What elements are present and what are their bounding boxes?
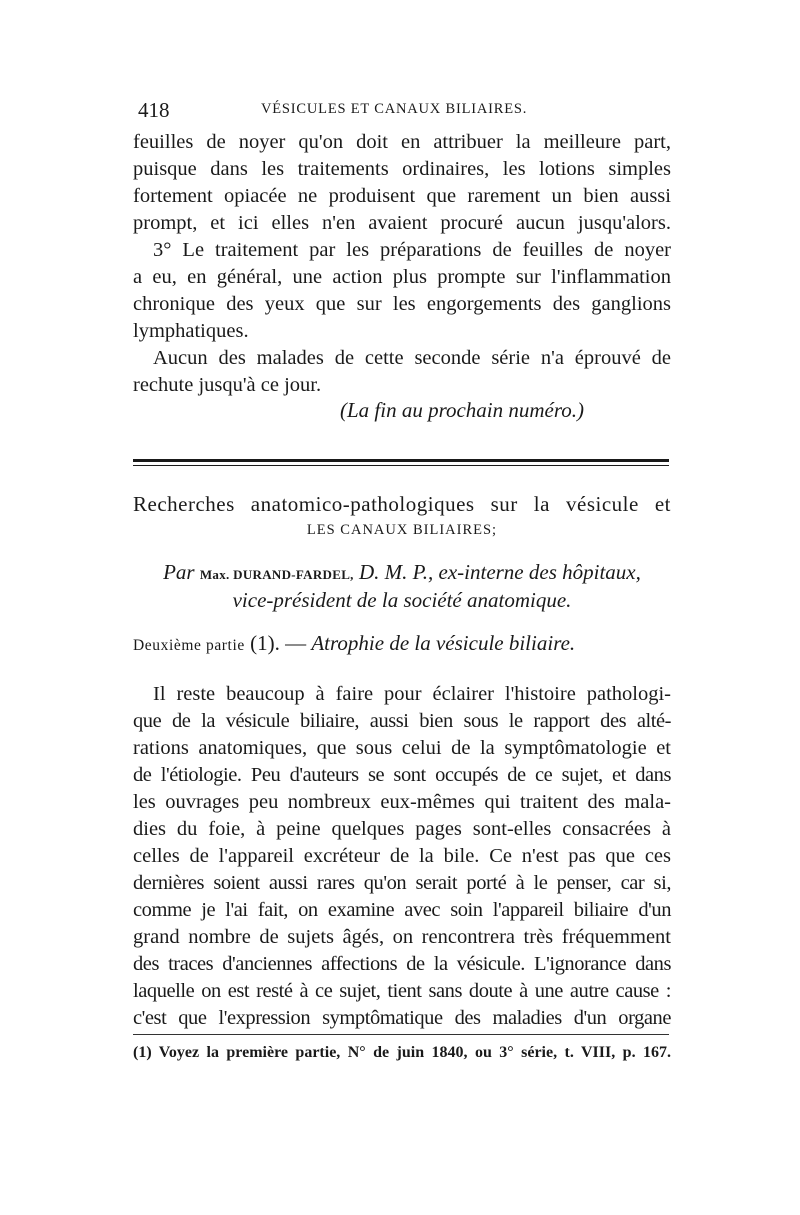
text-line: des traces d'anciennes affections de la vésicule. L'ignorance dans xyxy=(133,953,671,975)
text-line: a eu, en général, une action plus prompte sur l'inflammation xyxy=(133,266,671,288)
text-line: 3° Le traitement par les préparations de feuilles de noyer xyxy=(153,239,671,261)
part-note-ref: (1). xyxy=(250,631,280,655)
author-name: Max. DURAND-FARDEL, xyxy=(199,567,354,582)
byline-prefix: Par xyxy=(163,560,195,584)
text-line: dies du foie, à peine quelques pages sont-elles consacrées à xyxy=(133,818,671,840)
part-label: Deuxième partie xyxy=(133,637,245,654)
author-affiliation: vice-président de la société anatomique. xyxy=(232,588,572,612)
text-line: puisque dans les traitements ordinaires, les lotions simples xyxy=(133,158,671,180)
text-line: Il reste beaucoup à faire pour éclairer l'histoire pathologi- xyxy=(153,683,671,705)
text-line: de l'étiologie. Peu d'auteurs se sont occupés de ce sujet, et dans xyxy=(133,764,671,786)
section-divider xyxy=(133,459,669,469)
text-line: celles de l'appareil excréteur de la bile. Ce n'est pas que ces xyxy=(133,845,671,867)
byline xyxy=(133,560,671,585)
text-line: feuilles de noyer qu'on doit en attribuer la meilleure part, xyxy=(133,131,671,153)
text-line: rechute jusqu'à ce jour. xyxy=(133,374,322,396)
part-dash: — xyxy=(285,631,307,655)
page-number: 418 xyxy=(138,98,170,122)
footnote-rule xyxy=(133,1034,669,1035)
text-line: prompt, et ici elles n'en avaient procuré aucun jusqu'alors. xyxy=(133,212,671,234)
text-line: rations anatomiques, que sous celui de la symptômatologie et xyxy=(133,737,671,759)
to-be-continued-note: (La fin au prochain numéro.) xyxy=(340,398,585,422)
part-heading xyxy=(133,631,671,656)
divider-thin-rule xyxy=(133,465,669,466)
text-line: fortement opiacée ne produisent que rarement un bien aussi xyxy=(133,185,671,207)
article-title xyxy=(133,492,671,517)
text-line: les ouvrages peu nombreux eux-mêmes qui traitent des mala- xyxy=(133,791,671,813)
text-line: c'est que l'expression symptômatique des maladies d'un organe xyxy=(133,1007,671,1029)
author-credentials: D. M. P., ex-interne des hôpitaux, xyxy=(358,560,641,584)
article-title-line1: Recherches anatomico-pathologiques sur la vésicule et xyxy=(133,492,671,516)
text-line: grand nombre de sujets âgés, on rencontrera très fréquemment xyxy=(133,926,671,948)
text-line: lymphatiques. xyxy=(133,320,249,342)
footnote: (1) Voyez la première partie, N° de juin 1840, ou 3° série, t. VIII, p. 167. xyxy=(133,1044,671,1061)
part-title: Atrophie de la vésicule biliaire. xyxy=(311,631,576,655)
running-title: VÉSICULES ET CANAUX BILIAIRES. xyxy=(261,101,528,117)
divider-thick-rule xyxy=(133,459,669,462)
article-title-line2: LES CANAUX BILIAIRES; xyxy=(306,522,498,538)
text-line: que de la vésicule biliaire, aussi bien sous le rapport des alté- xyxy=(133,710,671,732)
text-line: dernières soient aussi rares qu'on serait porté à le penser, car si, xyxy=(133,872,671,894)
text-line: comme je l'ai fait, on examine avec soin l'appareil biliaire d'un xyxy=(133,899,671,921)
text-line: Aucun des malades de cette seconde série n'a éprouvé de xyxy=(153,347,671,369)
running-head xyxy=(133,98,673,124)
text-line: chronique des yeux que sur les engorgements des ganglions xyxy=(133,293,671,315)
text-line: laquelle on est resté à ce sujet, tient sans doute à une autre cause : xyxy=(133,980,671,1002)
